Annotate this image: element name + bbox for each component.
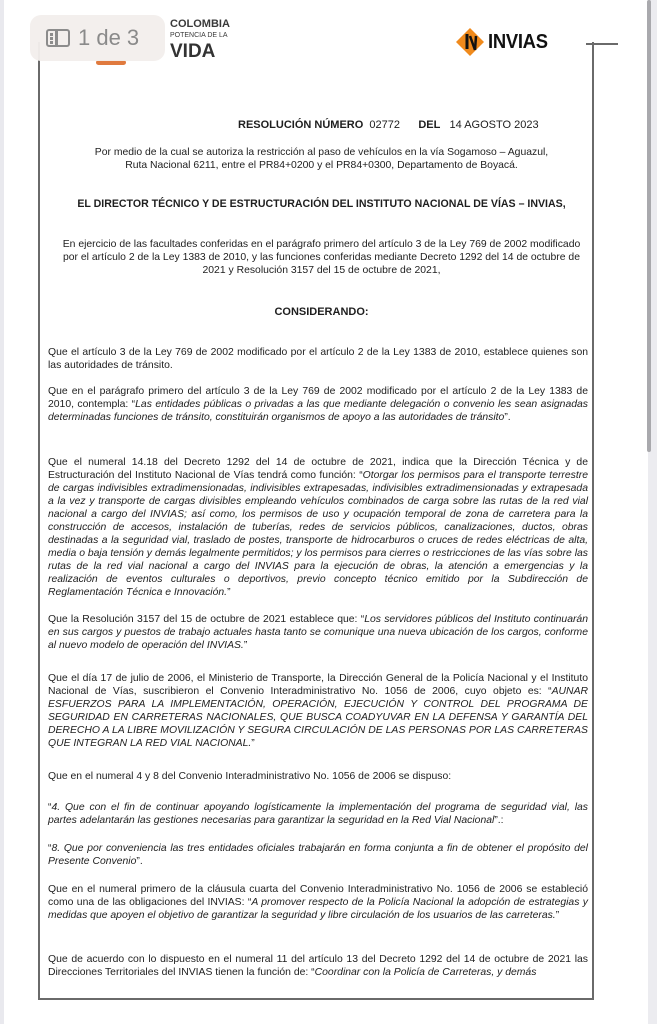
logo-line-3: VIDA: [170, 41, 216, 62]
invias-diamond-icon: [455, 27, 485, 57]
paragraph-2: [48, 385, 588, 424]
paragraph-text: “: [48, 843, 52, 854]
sidebar-icon[interactable]: [46, 29, 70, 47]
resolution-heading: [238, 119, 539, 132]
logo-line-1: COLOMBIA: [170, 18, 230, 30]
paragraph-text: Que de acuerdo con lo dispuesto en el numeral 11 del artículo 13 del Decreto 1292 del 14 de octubre de 2021 las Direcciones Territoriales del INVIAS tienen la función de: “: [48, 954, 588, 978]
scrollbar-thumb[interactable]: [647, 0, 651, 452]
legal-powers: En ejercicio de las facultades conferidas en el parágrafo primero del artículo 3 de la Ley 769 de 2002 modificado por el artículo 2 de la Ley 1383 de 2010, y las funciones conferidas mediante Decreto 1292 del 14 de octubre de 2021 y Resolución 3157 del 15 de octubre de 2021,: [62, 239, 581, 276]
paragraph-text: Que en el parágrafo primero del artículo 3 de la Ley 769 de 2002 modificado por el artículo 2 de la Ley 1383 de 2010, contempla: “: [48, 386, 588, 410]
paragraph-6: [48, 770, 588, 783]
paragraph-tail: ”: [251, 738, 255, 749]
paragraph-tail: ”.: [136, 856, 143, 867]
resolution-number: 02772: [369, 119, 400, 131]
paragraph-8: [48, 842, 588, 868]
considerando-heading: CONSIDERANDO:: [274, 306, 369, 318]
paragraph-5: [48, 672, 588, 750]
colombia-potencia-de-la-vida-logo: [168, 18, 248, 70]
page-indicator-badge[interactable]: [30, 15, 165, 61]
resolution-summary: Por medio de la cual se autoriza la restricción al paso de vehículos en la vía Sogamoso – Aguazul, Ruta Nacional 6211, entre el PR84+0200 y el PR84+0300, Departamento de Boyacá.: [94, 147, 549, 171]
paragraph-quote: 8. Que por conveniencia las tres entidades oficiales trabajarán en forma conjunta a fin de obtener el propósito del Presente Convenio: [48, 843, 588, 867]
paragraph-tail: ”.: [504, 412, 511, 423]
paragraph-text: Que en el numeral primero de la cláusula cuarta del Convenio Interadministrativo No. 1056 de 2006 se estableció como una de las obligaciones del INVIAS: “: [48, 884, 588, 908]
paragraph-tail: ”.:: [494, 815, 504, 826]
viewer-left-edge: [0, 0, 4, 1024]
paragraph-quote: Los servidores públicos del Instituto continuarán en sus cargos y puestos de trabajo actuales hasta tanto se comunique una nueva ubicación de los cargos, conforme al nuevo modelo de operación del INVIAS.: [48, 614, 588, 651]
paragraph-3: [48, 456, 588, 599]
header-rule: [586, 43, 618, 45]
paragraph-quote: 4. Que con el fin de continuar apoyando logísticamente la implementación del programa de seguridad vial, las partes adelantarán las gestiones necesarias para garantizar la seguridad en la Red Vial Nacional: [48, 802, 588, 826]
paragraph-text: “: [48, 802, 52, 813]
paragraph-4: [48, 613, 588, 652]
paragraph-10: [48, 953, 588, 979]
paragraph-tail: ”: [243, 640, 248, 651]
paragraph-tail: ”: [555, 910, 560, 921]
invias-wordmark: INVIAS: [488, 31, 548, 53]
logo-line-2: POTENCIA DE LA: [170, 32, 228, 39]
paragraph-text: Que el numeral 14.18 del Decreto 1292 del 14 de octubre de 2021, indica que la Dirección Técnica y de Estructuración del Instituto Nacional de Vías tendrá como función: “: [48, 457, 588, 481]
paragraph-quote: A promover respecto de la Policía Nacional la adopción de estrategias y medidas que apoyen el objetivo de garantizar la seguridad y libre circulación de los usuarios de las carreteras.: [48, 897, 588, 921]
paragraph-9: [48, 883, 588, 922]
paragraph-text: Que el artículo 3 de la Ley 769 de 2002 modificado por el artículo 2 de la Ley 1383 de 2010, establece quienes son las autoridades de tránsito.: [48, 347, 588, 371]
viewer-scrollbar-track[interactable]: [648, 0, 657, 1024]
paragraph-tail: ”: [227, 587, 231, 598]
page-indicator-text: 1 de 3: [78, 25, 140, 50]
paragraph-quote: Las entidades públicas o privadas a las que mediante delegación o convenio les sean asignadas determinadas funciones de tránsito, constituirán organismos de apoyo a las autoridades de tránsito: [48, 399, 588, 423]
paragraph-7: [48, 801, 588, 827]
paragraph-quote: Otorgar los permisos para el transporte terrestre de cargas indivisibles extradimensionadas, indivisibles extrapesadas, indivisibles extradimensionadas y extrapesada a la vez y transporte de cargas divisibles empleando vehículos combinados de carga sobre las rutas de la red vial nacional a cargo del INVIAS; así como, los permisos de uso y ocupación temporal de zona de carretera para la construcción de accesos, instalación de tuberías, redes de servicios públicos, canalizaciones, ductos, obras destinadas a la seguridad vial, traslado de postes, transporte de hidrocarburos o cruces de redes eléctricas de alta, media o baja tensión y demás legalmente permitidos; y los permisos para cierres o restricciones de las vías sobre las rutas de la red vial nacional a cargo del INVIAS para la ejecución de obras, la atención a emergencias y la realización de eventos culturales o deportivos, previo concepto técnico emitido por la Subdirección de Reglamentación Técnica e Innovación.: [48, 470, 588, 598]
paragraph-text: Que en el numeral 4 y 8 del Convenio Interadministrativo No. 1056 de 2006 se dispuso:: [48, 771, 452, 782]
invias-logo: [455, 27, 553, 57]
paragraph-quote: Coordinar con la Policía de Carreteras, y demás: [314, 967, 537, 978]
paragraph-text: Que la Resolución 3157 del 15 de octubre de 2021 establece que: “: [48, 614, 365, 625]
paragraph-text: Que el día 17 de julio de 2006, el Ministerio de Transporte, la Dirección General de la Policía Nacional y el Instituto Nacional de Vías, suscribieron el Convenio Interadministrativo No. 1056 de 2006, cuyo objeto es: “: [48, 673, 588, 697]
issuing-authority: EL DIRECTOR TÉCNICO Y DE ESTRUCTURACIÓN DEL INSTITUTO NACIONAL DE VÍAS – INVIAS,: [77, 198, 566, 210]
paragraph-1: [48, 346, 588, 372]
date-label: DEL: [418, 119, 441, 131]
resolution-label: RESOLUCIÓN NÚMERO: [238, 119, 364, 131]
resolution-date: 14 AGOSTO 2023: [449, 119, 539, 131]
paragraph-quote: AUNAR ESFUERZOS PARA LA IMPLEMENTACIÓN, OPERACIÓN, EJECUCIÓN Y CONTROL DEL PROGRAMA DE SEGURIDAD EN CARRETERAS NACIONALES, QUE BUSCA COADYUVAR EN LA DEFENSA Y GARANTÍA DEL DERECHO A LA LIBRE MOVILIZACIÓN Y SEGURA CIRCULACIÓN DE LAS PERSONAS POR LAS CARRETERAS QUE INTEGRAN LA RED VIAL NACIONAL.: [48, 686, 588, 749]
